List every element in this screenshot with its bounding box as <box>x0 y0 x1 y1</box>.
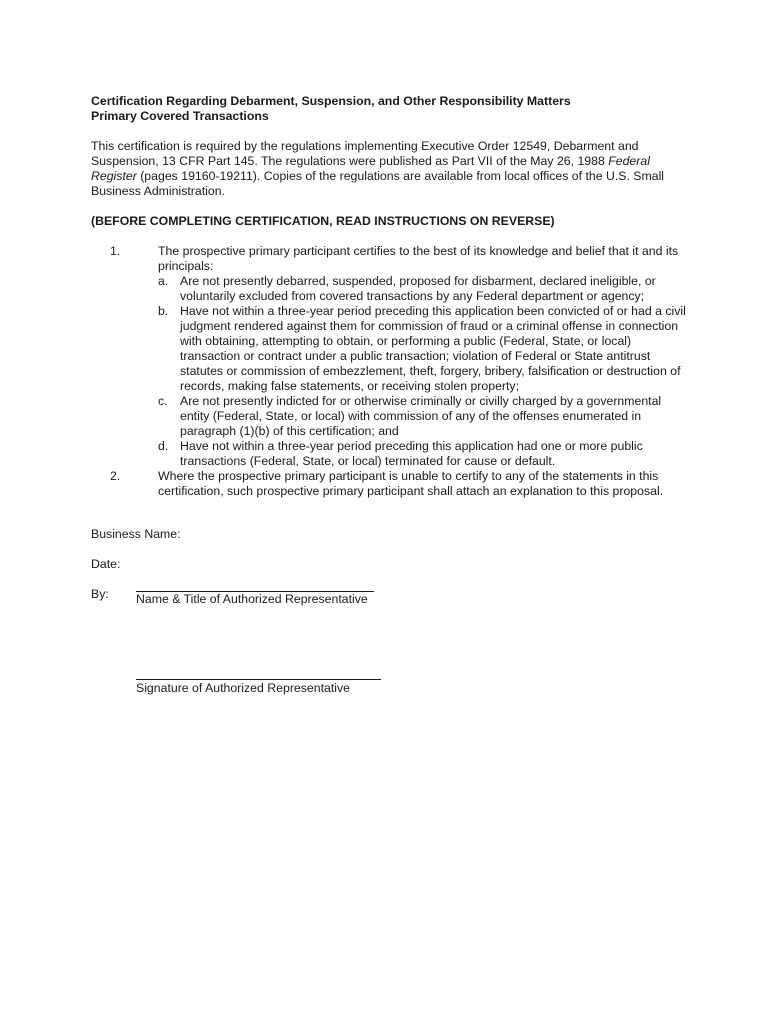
sub-item-c <box>158 394 691 439</box>
item-body <box>144 469 691 499</box>
sub-letter: d. <box>158 439 169 453</box>
intro-text-2: (pages 19160-19211). Copies of the regulations are available from local offices of the U.S. Small Business Administration. <box>91 169 665 198</box>
signature-section <box>91 587 691 696</box>
list-item-1 <box>91 244 691 469</box>
title-line-2: Primary Covered Transactions <box>91 109 269 123</box>
item-text: Where the prospective primary participant is unable to certify to any of the statements in this certification, such prospective primary participant shall attach an explanation to this proposal. <box>158 469 664 498</box>
certification-items <box>91 244 691 499</box>
signature-caption: Signature of Authorized Representative <box>136 681 350 695</box>
sub-letter: a. <box>158 274 169 288</box>
signature-block <box>136 587 381 696</box>
intro-italic: Federal Register <box>91 154 650 183</box>
sub-letter: c. <box>158 394 168 408</box>
item-text: The prospective primary participant certifies to the best of its knowledge and belief that it and its principals: <box>158 244 679 273</box>
item-number: 2. <box>110 469 121 483</box>
instructions-warning: (BEFORE COMPLETING CERTIFICATION, READ INSTRUCTIONS ON REVERSE) <box>91 214 555 228</box>
item-body <box>144 244 691 469</box>
name-title-caption: Name & Title of Authorized Representative <box>136 592 368 606</box>
by-label: By: <box>91 587 109 601</box>
list-item-2 <box>91 469 691 499</box>
document-title <box>91 94 691 124</box>
certification-document <box>91 94 691 696</box>
item-number: 1. <box>110 244 121 258</box>
signature-line[interactable] <box>136 679 381 680</box>
sub-text: Have not within a three-year period preceding this application had one or more public transactions (Federal, State, or local) terminated for cause or default. <box>180 439 643 468</box>
date-field[interactable]: Date: <box>91 557 121 571</box>
sub-letter: b. <box>158 304 169 318</box>
sub-item-b <box>158 304 691 394</box>
sub-text: Are not presently debarred, suspended, proposed for disbarment, declared ineligible, or voluntarily excluded from covered transactions by any Federal department or agency; <box>180 274 656 303</box>
intro-paragraph <box>91 139 691 199</box>
sub-item-d <box>158 439 691 469</box>
sub-text: Have not within a three-year period preceding this application been convicted of or had a civil judgment rendered against them for commission of fraud or a criminal offense in connection with obtaining, attempting to obtain, or performing a public (Federal, State, or local) transaction or contract under a public transaction; violation of Federal or State antitrust statutes or commission of embezzlement, theft, forgery, bribery, falsification or destruction of records, making false statements, or receiving stolen property; <box>180 304 686 393</box>
title-line-1: Certification Regarding Debarment, Suspension, and Other Responsibility Matters <box>91 94 571 108</box>
sub-item-a <box>158 274 691 304</box>
business-name-field[interactable]: Business Name: <box>91 527 181 541</box>
intro-text-1: This certification is required by the regulations implementing Executive Order 12549, Debarment and Suspension, 13 CFR Part 145. The regulations were published as Part VII of the May 26, 1988 <box>91 139 639 168</box>
sub-text: Are not presently indicted for or otherwise criminally or civilly charged by a governmental entity (Federal, State, or local) with commission of any of the offenses enumerated in paragraph (1)(b) of this certification; and <box>180 394 662 438</box>
